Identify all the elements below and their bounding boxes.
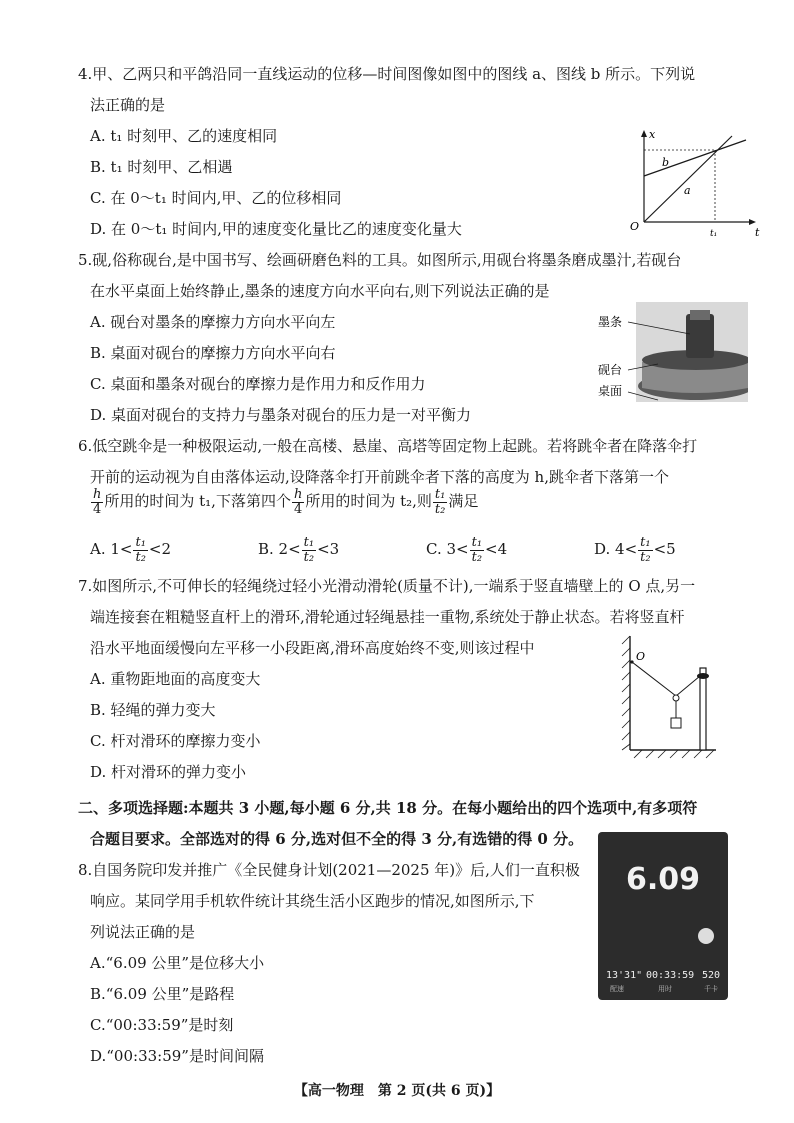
q4-label-x: x — [649, 128, 656, 141]
q4-line-a — [644, 136, 732, 222]
q7-option-b[interactable]: B. 轻绳的弹力变大 — [90, 701, 216, 719]
q6-frac-h4-b: $\frac{h}{4}$ — [293, 486, 303, 517]
q6-stem-1: 6.低空跳伞是一种极限运动,一般在高楼、悬崖、高塔等固定物上起跳。若将跳伞者在降落伞打 — [78, 437, 698, 455]
q6-frac-h4-a: $\frac{h}{4}$ — [93, 486, 102, 517]
q4-option-d[interactable]: D. 在 0～t₁ 时间内,甲的速度变化量比乙的速度变化量大 — [90, 220, 462, 238]
q7-option-c[interactable]: C. 杆对滑环的摩擦力变小 — [90, 732, 261, 750]
q5-option-b[interactable]: B. 桌面对砚台的摩擦力方向水平向右 — [90, 344, 336, 362]
q4-label-a: a — [684, 184, 691, 197]
q4-option-a[interactable]: A. t₁ 时刻甲、乙的速度相同 — [90, 127, 278, 145]
q5-label-yan: 砚台 — [598, 363, 623, 377]
q5-label-mo: 墨条 — [598, 315, 623, 329]
q8-phone-duration: 00:33:59 — [646, 970, 695, 981]
section-2-heading-2: 合题目要求。全部选对的得 6 分,选对但不全的得 3 分,有选错的得 0 分。 — [90, 830, 584, 848]
q7-weight — [671, 718, 681, 728]
q5-stem-1: 5.砚,俗称砚台,是中国书写、绘画研磨色料的工具。如图所示,用砚台将墨条磨成墨汁,若砚台 — [78, 251, 682, 269]
q4-label-o: O — [630, 220, 640, 233]
q8-phone-pace: 13'31" — [606, 970, 643, 981]
q4-label-t1: t₁ — [710, 229, 718, 239]
q8-stem-1: 8.自国务院印发并推广《全民健身计划(2021—2025 年)》后,人们一直积极 — [78, 861, 580, 879]
q7-rod — [700, 668, 706, 750]
q8-phone-calories: 520 — [702, 970, 721, 981]
q6-frac-t1t2: $\frac{\text{t₁}}{\text{t₂}}$ — [434, 486, 446, 517]
q8-phone-distance: 6.09 — [625, 862, 701, 897]
q5-ink-stick-top — [690, 310, 710, 320]
q7-pulley-diagram — [612, 632, 722, 760]
q5-label-zhuo: 桌面 — [598, 384, 623, 398]
q7-slide-ring — [697, 673, 709, 679]
q7-rope-left — [632, 662, 676, 696]
q5-ink-stick — [686, 314, 714, 358]
section-2-heading-1: 二、多项选择题:本题共 3 小题,每小题 6 分,共 18 分。在每小题给出的四个选项中,有多项符 — [78, 799, 698, 817]
q4-x-arrow — [641, 130, 647, 137]
q4-line-b — [644, 140, 746, 176]
q7-wall-hatch — [622, 636, 630, 750]
q8-phone-calories-label: 千卡 — [704, 985, 718, 993]
q4-xt-graph — [622, 126, 762, 240]
q7-stem-2: 端连接套在粗糙竖直杆上的滑环,滑轮通过轻绳悬挂一重物,系统处于静止状态。若将竖直杆 — [90, 608, 685, 626]
q8-stem-3: 列说法正确的是 — [90, 923, 196, 941]
q7-pulley — [673, 695, 679, 701]
q6-option-b[interactable]: B. 2< $\frac{\text{t₁}}{\text{t₂}}$ <3 — [258, 534, 340, 565]
q7-option-d[interactable]: D. 杆对滑环的弹力变小 — [90, 763, 247, 781]
q8-option-b[interactable]: B.“6.09 公里”是路程 — [90, 985, 235, 1003]
q7-ground-hatch — [634, 750, 714, 758]
q5-stem-2: 在水平桌面上始终静止,墨条的速度方向水平向右,则下列说法正确的是 — [90, 282, 550, 300]
q4-stem-2: 法正确的是 — [90, 96, 166, 114]
q8-stem-2: 响应。某同学用手机软件统计其绕生活小区跑步的情况,如图所示,下 — [90, 892, 535, 910]
q7-label-o: O — [636, 650, 646, 663]
q7-rope-right — [676, 676, 700, 696]
q6-stem-2: 开前的运动视为自由落体运动,设降落伞打开前跳伞者下落的高度为 h,跳伞者下落第一个 — [90, 468, 669, 486]
q6-stem-3: $\frac{h}{4}$ 所用的时间为 t₁,下落第四个 $\frac{h}{4}$ 所用的时间为 t₂,则 $\frac{\text{t₁}}{\text{t₂}}$ 满足 — [93, 486, 479, 517]
q8-option-c[interactable]: C.“00:33:59”是时刻 — [90, 1016, 234, 1034]
q4-option-b[interactable]: B. t₁ 时刻甲、乙相遇 — [90, 158, 233, 176]
q5-inkstone-photo — [598, 302, 748, 408]
q4-label-t: t — [755, 226, 760, 239]
q5-option-c[interactable]: C. 桌面和墨条对砚台的摩擦力是作用力和反作用力 — [90, 375, 426, 393]
q4-t-arrow — [749, 219, 756, 225]
q6-option-d[interactable]: D. 4< $\frac{\text{t₁}}{\text{t₂}}$ <5 — [594, 534, 676, 565]
q6-option-c[interactable]: C. 3< $\frac{\text{t₁}}{\text{t₂}}$ <4 — [426, 534, 508, 565]
q4-label-b: b — [662, 156, 670, 169]
q5-option-d[interactable]: D. 桌面对砚台的支持力与墨条对砚台的压力是一对平衡力 — [90, 406, 472, 424]
q5-option-a[interactable]: A. 砚台对墨条的摩擦力方向水平向左 — [90, 313, 336, 331]
q8-phone-pace-label: 配速 — [610, 985, 624, 993]
q8-phone-duration-label: 用时 — [658, 985, 672, 993]
q8-option-d[interactable]: D.“00:33:59”是时间间隔 — [90, 1047, 264, 1065]
q4-stem-1: 4.甲、乙两只和平鸽沿同一直线运动的位移—时间图像如图中的图线 a、图线 b 所示。下列说 — [78, 65, 696, 83]
q7-stem-1: 7.如图所示,不可伸长的轻绳绕过轻小光滑动滑轮(质量不计),一端系于竖直墙壁上的 O 点,另一 — [78, 577, 696, 595]
q7-option-a[interactable]: A. 重物距地面的高度变大 — [90, 670, 261, 688]
q6-option-a[interactable]: A. 1< $\frac{\text{t₁}}{\text{t₂}}$ <2 — [90, 534, 172, 565]
q7-stem-3: 沿水平地面缓慢向左平移一小段距离,滑环高度始终不变,则该过程中 — [90, 639, 535, 657]
page-footer: 【高一物理 第 2 页(共 6 页)】 — [293, 1083, 501, 1099]
q4-option-c[interactable]: C. 在 0～t₁ 时间内,甲、乙的位移相同 — [90, 189, 342, 207]
q8-phone-screenshot — [598, 832, 728, 1000]
q8-option-a[interactable]: A.“6.09 公里”是位移大小 — [90, 954, 265, 972]
q8-phone-moon-icon — [698, 928, 714, 944]
